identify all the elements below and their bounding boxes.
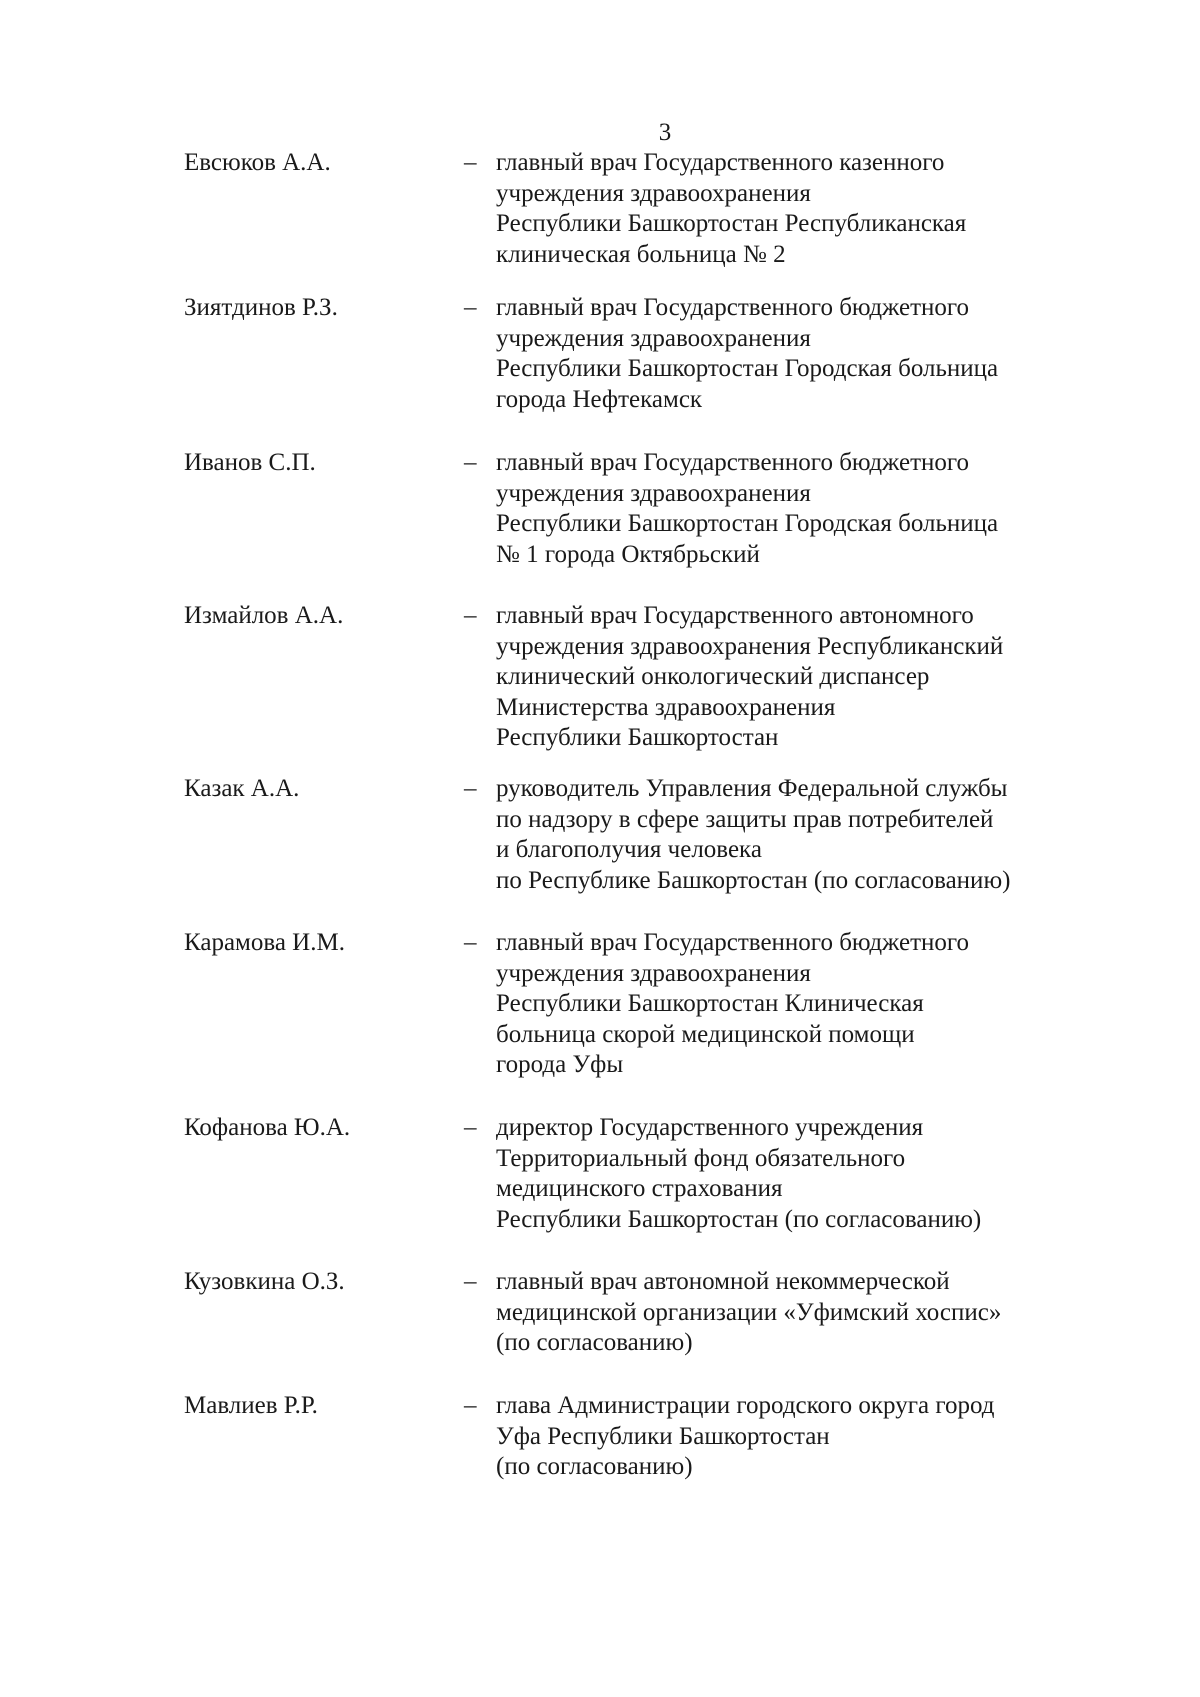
position-line: главный врач Государственного бюджетного [496,929,970,956]
dash-separator: – [464,1392,477,1419]
position-line: медицинского страхования [496,1175,783,1202]
position-line: и благополучия человека [496,836,762,863]
position-description [496,928,1116,1081]
person-name: Кофанова Ю.А. [184,1114,351,1141]
position-line: директор Государственного учреждения [496,1114,924,1141]
position-line: учреждения здравоохранения [496,959,811,987]
position-line: Республики Башкортостан (по согласованию) [496,1205,982,1233]
position-line: № 1 города Октябрьский [496,540,760,568]
dash-separator: – [464,929,477,956]
dash-separator: – [464,449,477,476]
position-line: Территориальный фонд обязательного [496,1144,906,1172]
position-line: учреждения здравоохранения [496,179,811,207]
position-line: руководитель Управления Федеральной службы [496,775,1008,802]
position-line: учреждения здравоохранения [496,324,811,352]
position-line: больница скорой медицинской помощи [496,1020,915,1048]
position-line: по Республике Башкортостан (по согласованию) [496,866,1011,894]
dash-separator: – [464,775,477,802]
position-description [496,1267,1116,1359]
dash-separator: – [464,602,477,629]
position-line: (по согласованию) [496,1329,693,1356]
position-description [496,774,1116,896]
person-name: Карамова И.М. [184,929,345,956]
position-line: города Нефтекамск [496,385,703,413]
position-description [496,1391,1116,1483]
position-line: Республики Башкортостан [496,724,779,751]
position-line: Уфа Республики Башкортостан [496,1422,830,1450]
position-line: клиническая больница № 2 [496,240,786,268]
position-description [496,293,1116,415]
position-line: Республики Башкортостан Городская больница [496,355,999,382]
dash-separator: – [464,149,477,176]
position-line: главный врач Государственного бюджетного [496,294,970,321]
person-name: Казак А.А. [184,775,300,802]
position-line: Республики Башкортостан Республиканская [496,210,967,237]
position-line: Министерства здравоохранения [496,693,836,721]
position-line: по надзору в сфере защиты прав потребителей [496,805,994,833]
position-line: главный врач автономной некоммерческой [496,1268,950,1295]
position-line: (по согласованию) [496,1453,693,1480]
position-line: учреждения здравоохранения Республиканский [496,632,1004,660]
position-line: учреждения здравоохранения [496,479,811,507]
person-name: Иванов С.П. [184,449,316,476]
person-name: Зиятдинов Р.З. [184,294,338,321]
page-number: 3 [658,119,672,146]
position-line: главный врач Государственного автономного [496,602,974,629]
position-line: Республики Башкортостан Клиническая [496,990,924,1017]
position-line: глава Администрации городского округа город [496,1392,995,1419]
position-description [496,148,1116,270]
position-description [496,448,1116,570]
position-line: главный врач Государственного казенного [496,149,945,176]
position-line: города Уфы [496,1051,624,1078]
position-line: клинический онкологический диспансер [496,663,930,690]
person-name: Кузовкина О.З. [184,1268,345,1295]
position-line: медицинской организации «Уфимский хоспис» [496,1298,1002,1326]
person-name: Мавлиев Р.Р. [184,1392,318,1419]
position-description [496,601,1116,754]
position-line: Республики Башкортостан Городская больница [496,510,999,537]
dash-separator: – [464,1114,477,1141]
position-line: главный врач Государственного бюджетного [496,449,970,476]
person-name: Евсюков А.А. [184,149,331,176]
person-name: Измайлов А.А. [184,602,344,629]
dash-separator: – [464,294,477,321]
dash-separator: – [464,1268,477,1295]
position-description [496,1113,1116,1235]
